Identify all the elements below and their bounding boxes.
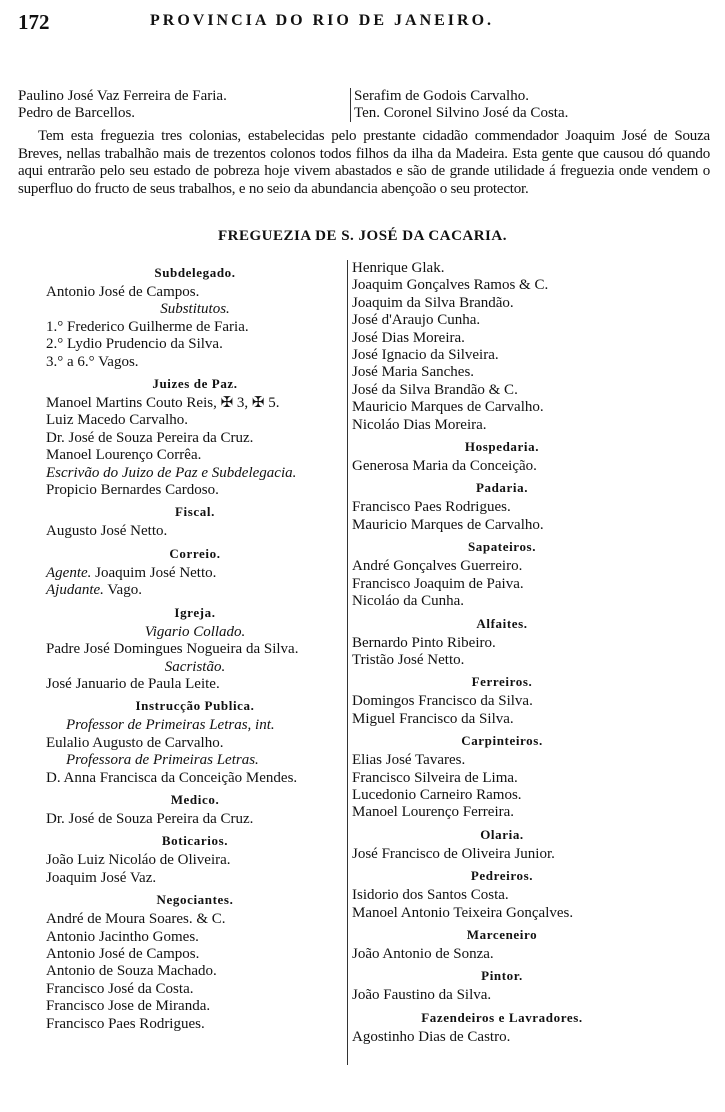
list-item: Augusto José Netto. [46,523,168,540]
subheading: Sacristão. [164,658,226,675]
list-item: Mauricio Marques de Carvalho. [352,399,544,416]
list-item: Dr. José de Souza Pereira da Cruz. [46,429,254,446]
category-heading: Fiscal. [175,504,215,520]
colonies-paragraph: Tem esta freguezia tres colonias, estabelecidas pelo prestante cidadão commendador Joaquim José de Souza Breves, nellas trabalhão mais de trezentos colonos todos filhos da ilha da Madeira. Esta gente que causou dó quando aqui entrarão pelo seu estado de pobreza hoje vivem abastados e são de grande utilidade á freguezia onde vendem o superfluo do fructo de seus trabalhos, e no seio da abundancia abençoão o seu protector. [18,128,710,197]
list-item: Joaquim Gonçalves Ramos & C. [352,277,549,294]
list-item: Antonio Jacintho Gomes. [46,928,199,945]
top-right-column [350,88,568,122]
list-item: João Antonio de Sonza. [352,945,494,962]
list-item: Manoel Lourenço Ferreira. [352,804,515,821]
category-heading: Padaria. [475,480,529,496]
list-item: Francisco José da Costa. [46,980,194,997]
list-item: 3.° a 6.° Vagos. [46,353,139,370]
list-item: Francisco Jose de Miranda. [46,998,211,1015]
list-item: Pedro de Barcellos. [18,105,136,121]
list-item: D. Anna Francisca da Conceição Mendes. [46,769,298,786]
category-heading: Instrucção Publica. [135,698,255,714]
category-heading: Ferreiros. [471,674,533,690]
list-item: Francisco Paes Rodrigues. [352,499,511,516]
list-item: Tristão José Netto. [352,651,465,668]
list-item: 2.° Lydio Prudencio da Silva. [46,336,223,353]
list-item: José Maria Sanches. [352,364,475,381]
list-item: Eulalio Augusto de Carvalho. [46,734,224,751]
list-item: Mauricio Marques de Carvalho. [352,516,544,533]
category-heading: Pintor. [481,968,523,984]
list-item: João Faustino da Silva. [352,987,492,1004]
list-item: Henrique Glak. [352,260,445,276]
list-item: Dr. José de Souza Pereira da Cruz. [46,810,254,827]
page-number: 172 [18,10,50,34]
list-item: José Dias Moreira. [352,329,465,346]
person-name: Joaquim José Netto. [95,564,217,581]
category-heading: Igreja. [174,604,216,620]
subheading: Escrivão do Juizo de Paz e Subdelegacia. [46,464,297,481]
category-heading: Pedreiros. [470,868,534,884]
list-item: João Luiz Nicoláo de Oliveira. [46,852,231,869]
list-item: Joaquim da Silva Brandão. [352,294,514,311]
role-label: Ajudante. [46,582,104,599]
category-heading: Negociantes. [156,892,234,908]
top-left-column [18,88,227,122]
category-heading: Boticarios. [161,833,229,849]
list-item: Joaquim José Vaz. [46,869,157,886]
category-heading: Correio. [169,545,221,561]
right-column [347,260,652,1065]
list-item: Domingos Francisco da Silva. [352,693,533,710]
category-heading: Fazendeiros e Lavradores. [421,1009,583,1025]
person-name: Vago. [107,582,142,599]
list-item: José d'Araujo Cunha. [352,312,481,329]
category-heading: Alfaites. [476,615,528,631]
list-item: José Ignacio da Silveira. [352,347,499,364]
list-item: José Januario de Paula Leite. [46,675,220,692]
list-item: Generosa Maria da Conceição. [352,458,537,475]
list-item [46,565,344,582]
list-item: Agostinho Dias de Castro. [352,1028,511,1045]
subheading: Professor de Primeiras Letras, int. [66,717,275,734]
category-heading: Sapateiros. [467,539,537,555]
list-item: Luiz Macedo Carvalho. [46,412,189,429]
list-item: Nicoláo Dias Moreira. [352,416,487,433]
list-item: Manoel Antonio Teixeira Gonçalves. [352,904,574,921]
list-item: Miguel Francisco da Silva. [352,710,514,727]
list-item: Manoel Martins Couto Reis, ✠ 3, ✠ 5. [46,395,280,412]
list-item: Manoel Lourenço Corrêa. [46,447,202,464]
category-heading: Subdelegado. [154,265,236,280]
left-column [46,260,344,1033]
list-item: Padre José Domingues Nogueira da Silva. [46,641,299,658]
subheading: Vigario Collado. [144,623,246,640]
list-item: Elias José Tavares. [352,752,466,769]
category-heading: Hospedaria. [464,439,540,455]
section-title: FREGUEZIA DE S. JOSÉ DA CACARIA. [218,228,507,244]
list-item: André Gonçalves Guerreiro. [352,558,523,575]
list-item: Antonio José de Campos. [46,945,200,962]
list-item: José da Silva Brandão & C. [352,381,518,398]
list-item: Francisco Paes Rodrigues. [46,1015,205,1032]
subheading: Professora de Primeiras Letras. [66,752,259,769]
list-item: Propicio Bernardes Cardoso. [46,482,219,499]
list-item: Paulino José Vaz Ferreira de Faria. [18,88,227,104]
list-item: Antonio de Souza Machado. [46,963,217,980]
category-heading: Medico. [170,791,220,807]
category-heading: Marceneiro [466,926,538,942]
subheading: Substitutos. [160,301,230,318]
list-item: Antonio José de Campos. [46,284,200,300]
list-item: José Francisco de Oliveira Junior. [352,845,555,862]
list-item: Bernardo Pinto Ribeiro. [352,634,496,651]
role-label: Agente. [46,564,92,581]
running-title: PROVINCIA DO RIO DE JANEIRO. [150,12,495,29]
list-item: 1.° Frederico Guilherme de Faria. [46,318,249,335]
list-item: Ten. Coronel Silvino José da Costa. [354,105,569,121]
list-item: André de Moura Soares. & C. [46,911,226,928]
list-item: Nicoláo da Cunha. [352,593,465,610]
list-item: Francisco Joaquim de Paiva. [352,575,524,592]
list-item: Lucedonio Carneiro Ramos. [352,786,522,803]
list-item: Isidorio dos Santos Costa. [352,887,509,904]
list-item: Francisco Silveira de Lima. [352,769,518,786]
category-heading: Olaria. [480,826,524,842]
list-item: Serafim de Godois Carvalho. [354,88,529,104]
category-heading: Carpinteiros. [461,733,543,749]
category-heading: Juizes de Paz. [152,376,238,392]
list-item [46,582,344,599]
